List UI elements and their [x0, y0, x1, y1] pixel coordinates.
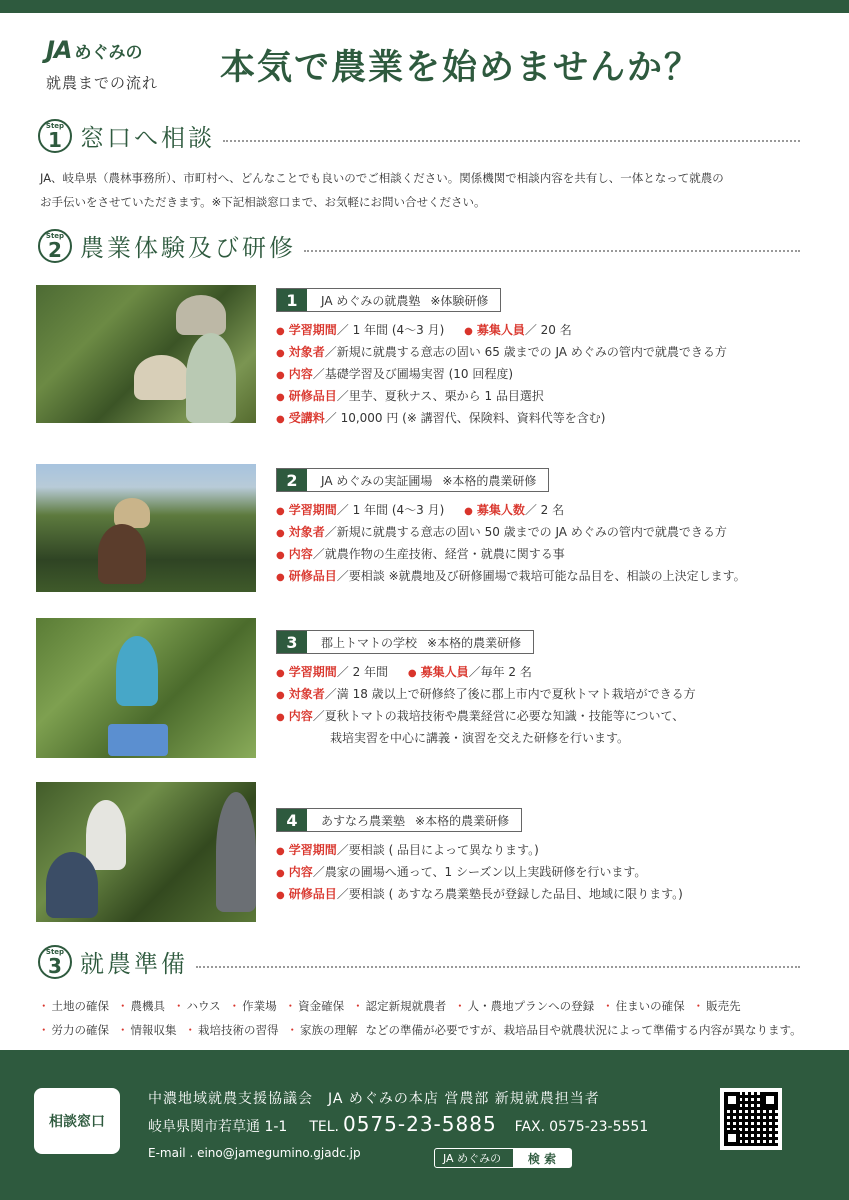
program-note: ※本格的農業研修: [415, 813, 510, 828]
training-photo-4: [36, 782, 256, 922]
detail-line: [276, 684, 816, 706]
bullet-icon: ・: [117, 999, 129, 1013]
logo-name: めぐみの: [74, 42, 143, 63]
detail-label: 対象者: [288, 687, 325, 701]
bullet-icon: ●: [276, 550, 285, 561]
detail-value: ／農家の圃場へ通って、1 シーズン以上実践研修を行います。: [312, 865, 647, 879]
step-badge: [38, 229, 72, 263]
program-name: JA めぐみの実証圃場: [321, 473, 433, 488]
detail-line: [276, 342, 816, 364]
detail-value: ／ 2 名: [524, 503, 565, 517]
bullet-icon: ・: [454, 999, 466, 1013]
organization-name: 中濃地域就農支援協議会 JA めぐみの本店 営農部 新規就農担当者: [148, 1091, 600, 1107]
contact-footer: [0, 1050, 849, 1200]
step-1-text-line: お手伝いをさせていただきます。※下記相談窓口まで、お気軽にお問い合せください。: [40, 195, 486, 209]
detail-label: 研修品目: [288, 389, 337, 403]
dotted-rule: [196, 966, 800, 968]
detail-label: 内容: [288, 547, 313, 561]
program-number: 3: [277, 631, 307, 653]
bullet-icon: ●: [276, 890, 285, 901]
search-box[interactable]: [434, 1148, 572, 1168]
detail-line: [276, 706, 816, 728]
search-query: JA めぐみの: [443, 1152, 502, 1165]
detail-label: 内容: [288, 709, 313, 723]
program-details: [276, 320, 816, 430]
detail-line: [276, 862, 816, 884]
detail-value: ／就農作物の生産技術、経営・就農に関する事: [312, 547, 565, 561]
bullet-icon: ・: [38, 999, 50, 1013]
program-details: [276, 662, 816, 749]
detail-line: [276, 662, 816, 684]
detail-label: 学習期間: [288, 503, 337, 517]
detail-value: ／ 2 年間: [336, 665, 389, 679]
preparation-line: [38, 1018, 818, 1042]
program-header: [276, 808, 522, 832]
detail-label: 対象者: [288, 525, 325, 539]
bullet-icon: ●: [276, 528, 285, 539]
detail-label: 募集人数: [476, 503, 525, 517]
detail-value: ／ 1 年間 (4〜3 月): [336, 503, 445, 517]
step-1-text-line: JA、岐阜県（農林事務所）、市町村へ、どんなことでも良いのでご相談ください。関係機関で相談内容を共有し、一体となって就農の: [40, 171, 724, 185]
preparation-item: 認定新規就農者: [365, 999, 447, 1013]
program-4: [276, 808, 816, 906]
detail-label: 募集人員: [476, 323, 525, 337]
preparation-item: 人・農地プランへの登録: [467, 999, 595, 1013]
preparation-item: 家族の理解: [300, 1023, 358, 1037]
program-header: [276, 288, 501, 312]
preparation-item: 栽培技術の習得: [198, 1023, 279, 1037]
detail-label: 募集人員: [420, 665, 469, 679]
detail-label: 受講料: [288, 411, 325, 425]
preparation-item: 労力の確保: [51, 1023, 109, 1037]
detail-value: ／ 1 年間 (4〜3 月): [336, 323, 445, 337]
bullet-icon: ●: [276, 690, 285, 701]
detail-value: ／新規に就農する意志の固い 65 歳までの JA めぐみの管内で就農できる方: [324, 345, 727, 359]
bullet-icon: ●: [276, 506, 285, 517]
logo-subtitle: 就農までの流れ: [46, 74, 159, 92]
detail-label: 内容: [288, 865, 313, 879]
program-number: 1: [277, 289, 307, 311]
training-photo-3: [36, 618, 256, 758]
detail-line: [276, 364, 816, 386]
detail-label: 研修品目: [288, 887, 337, 901]
preparation-list: [38, 994, 818, 1042]
step-label: Step: [45, 121, 65, 130]
bullet-icon: ●: [276, 392, 285, 403]
detail-label: 内容: [288, 367, 313, 381]
step-1-description: [40, 166, 810, 214]
bullet-icon: ・: [286, 1023, 298, 1037]
bullet-icon: ・: [692, 999, 705, 1013]
bullet-icon: ●: [276, 846, 285, 857]
program-name: 郡上トマトの学校: [321, 635, 418, 650]
bullet-icon: ・: [228, 999, 241, 1013]
preparation-item: 農機具: [130, 999, 165, 1013]
bullet-icon: ●: [276, 868, 285, 879]
detail-value: ／満 18 歳以上で研修終了後に郡上市内で夏秋トマト栽培ができる方: [324, 687, 696, 701]
bullet-icon: ●: [276, 326, 285, 337]
detail-value: ／基礎学習及び圃場実習 (10 回程度): [312, 367, 514, 381]
detail-line: [276, 566, 816, 588]
program-details: [276, 840, 816, 906]
detail-line: [276, 884, 816, 906]
preparation-item: 住まいの確保: [615, 999, 685, 1013]
bullet-icon: ●: [276, 414, 285, 425]
detail-value: ／要相談 ※就農地及び研修圃場で栽培可能な品目を、相談の上決定します。: [336, 569, 746, 583]
tel-number: 0575-23-5885: [342, 1112, 497, 1136]
program-header: [276, 630, 534, 654]
step-number: 2: [48, 237, 62, 262]
step-number: 1: [48, 127, 62, 152]
detail-label: 研修品目: [288, 569, 337, 583]
detail-line: [276, 386, 816, 408]
detail-value: ／ 10,000 円 (※ 講習代、保険料、資料代等を含む): [324, 411, 606, 425]
detail-label: 学習期間: [288, 323, 337, 337]
step-title: 就農準備: [80, 950, 188, 978]
preparation-line: [38, 994, 818, 1018]
bullet-icon: ・: [602, 999, 614, 1013]
bullet-icon: ●: [464, 506, 473, 517]
step-title: 窓口へ相談: [80, 124, 215, 152]
step-2-heading: [38, 228, 800, 263]
tel-label: TEL.: [309, 1119, 339, 1135]
program-number: 4: [277, 809, 307, 831]
training-photo-1: [36, 285, 256, 423]
dotted-rule: [304, 250, 800, 252]
detail-line: [276, 320, 816, 342]
training-photo-2: [36, 464, 256, 592]
step-1-heading: [38, 118, 800, 153]
preparation-item: 土地の確保: [51, 999, 109, 1013]
dotted-rule: [223, 140, 800, 142]
email: E-mail . eino@jamegumino.gjadc.jp: [148, 1146, 361, 1160]
detail-label: 対象者: [288, 345, 325, 359]
detail-value: ／要相談 ( 品目によって異なります。): [336, 843, 539, 857]
bullet-icon: ●: [407, 668, 417, 679]
detail-value: ／夏秋トマトの栽培技術や農業経営に必要な知識・技能等について、: [312, 709, 685, 723]
contact-line: [148, 1112, 648, 1136]
step-label: Step: [45, 231, 65, 240]
bullet-icon: ・: [352, 999, 364, 1013]
address: 岐阜県関市若草通 1-1: [148, 1119, 288, 1135]
preparation-item: 情報収集: [130, 1023, 177, 1037]
search-button[interactable]: 検 索: [513, 1149, 571, 1167]
program-header: [276, 468, 549, 492]
step-number: 3: [48, 953, 62, 978]
detail-line: [276, 408, 816, 430]
step-title: 農業体験及び研修: [80, 234, 296, 262]
step-badge: [38, 119, 72, 153]
program-name: JA めぐみの就農塾: [321, 293, 421, 308]
bullet-icon: ●: [464, 326, 473, 337]
page-headline: 本気で農業を始めませんか？: [220, 48, 702, 88]
program-note: ※体験研修: [430, 293, 489, 308]
detail-line: [276, 544, 816, 566]
ja-megumino-logo: [46, 36, 216, 93]
step-label: Step: [45, 947, 65, 956]
detail-value: ／里芋、夏秋ナス、栗から 1 品目選択: [336, 389, 544, 403]
bullet-icon: ●: [276, 712, 285, 723]
bullet-icon: ・: [38, 1023, 50, 1037]
bullet-icon: ●: [276, 668, 285, 679]
program-3: [276, 630, 816, 749]
step-badge: [38, 945, 72, 979]
program-note: ※本格的農業研修: [442, 473, 537, 488]
detail-line: [276, 840, 816, 862]
detail-value: ／新規に就農する意志の固い 50 歳までの JA めぐみの管内で就農できる方: [324, 525, 727, 539]
detail-line: [276, 522, 816, 544]
detail-value: ／要相談 ( あすなろ農業塾長が登録した品目、地域に限ります。): [336, 887, 683, 901]
fax-label: FAX.: [514, 1119, 546, 1135]
top-bar: [0, 0, 849, 13]
detail-line-continued: 栽培実習を中心に講義・演習を交えた研修を行います。: [330, 731, 630, 745]
bullet-icon: ●: [276, 348, 285, 359]
consultation-badge: 相談窓口: [34, 1088, 120, 1154]
program-details: [276, 500, 816, 588]
bullet-icon: ・: [284, 999, 297, 1013]
bullet-icon: ・: [117, 1023, 129, 1037]
logo-ja: JA: [46, 36, 72, 64]
bullet-icon: ●: [276, 370, 285, 381]
detail-value: ／ 20 名: [524, 323, 572, 337]
bullet-icon: ●: [276, 572, 285, 583]
qr-code-icon: [720, 1088, 782, 1150]
bullet-icon: ・: [184, 1023, 196, 1037]
program-2: [276, 468, 816, 588]
program-number: 2: [277, 469, 307, 491]
preparation-item: ハウス: [186, 999, 221, 1013]
bullet-icon: ・: [173, 999, 185, 1013]
program-name: あすなろ農業塾: [321, 813, 406, 828]
preparation-note: などの準備が必要ですが、栽培品目や就農状況によって準備する内容が異なります。: [365, 1023, 802, 1037]
preparation-item: 資金確保: [298, 999, 345, 1013]
fax-number: 0575-23-5551: [549, 1119, 649, 1135]
detail-line: [276, 500, 816, 522]
program-note: ※本格的農業研修: [427, 635, 522, 650]
detail-label: 学習期間: [288, 665, 337, 679]
step-3-heading: [38, 944, 800, 979]
preparation-item: 販売先: [706, 999, 741, 1013]
program-1: [276, 288, 816, 430]
detail-value: ／毎年 2 名: [468, 665, 532, 679]
detail-label: 学習期間: [288, 843, 337, 857]
preparation-item: 作業場: [242, 999, 277, 1013]
